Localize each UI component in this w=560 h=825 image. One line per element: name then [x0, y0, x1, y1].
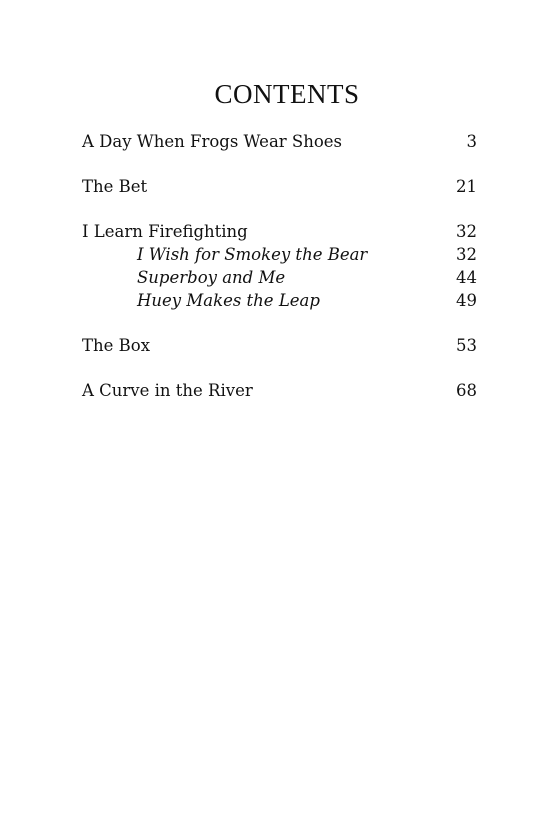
toc-entry-page: 3 — [466, 132, 477, 151]
toc-entry-page: 53 — [456, 336, 477, 355]
toc-entry-title: A Day When Frogs Wear Shoes — [82, 132, 343, 151]
toc-entry — [82, 220, 477, 243]
toc-entry-title: A Curve in the River — [82, 381, 253, 400]
table-of-contents — [82, 130, 477, 402]
toc-entry-title: The Bet — [82, 177, 148, 196]
toc-entry-title: I Learn Firefighting — [82, 222, 248, 241]
toc-entry — [82, 334, 477, 357]
toc-entry-page: 21 — [456, 177, 477, 196]
toc-entry-title: The Box — [82, 336, 151, 355]
toc-entry-page: 32 — [456, 222, 477, 241]
toc-entry — [82, 379, 477, 402]
toc-subentry — [82, 266, 477, 289]
toc-entry — [82, 175, 477, 198]
toc-subentry-title: Huey Makes the Leap — [137, 291, 320, 310]
toc-subentry-page: 49 — [456, 291, 477, 310]
toc-subentry-page: 44 — [456, 268, 477, 287]
toc-subentry — [82, 289, 477, 312]
toc-subentry — [82, 243, 477, 266]
toc-subentry-title: I Wish for Smokey the Bear — [137, 245, 368, 264]
toc-subentry-page: 32 — [456, 245, 477, 264]
toc-entry-page: 68 — [456, 381, 477, 400]
toc-subentry-title: Superboy and Me — [137, 268, 286, 287]
page-title: CONTENTS — [214, 79, 360, 109]
toc-entry — [82, 130, 477, 153]
